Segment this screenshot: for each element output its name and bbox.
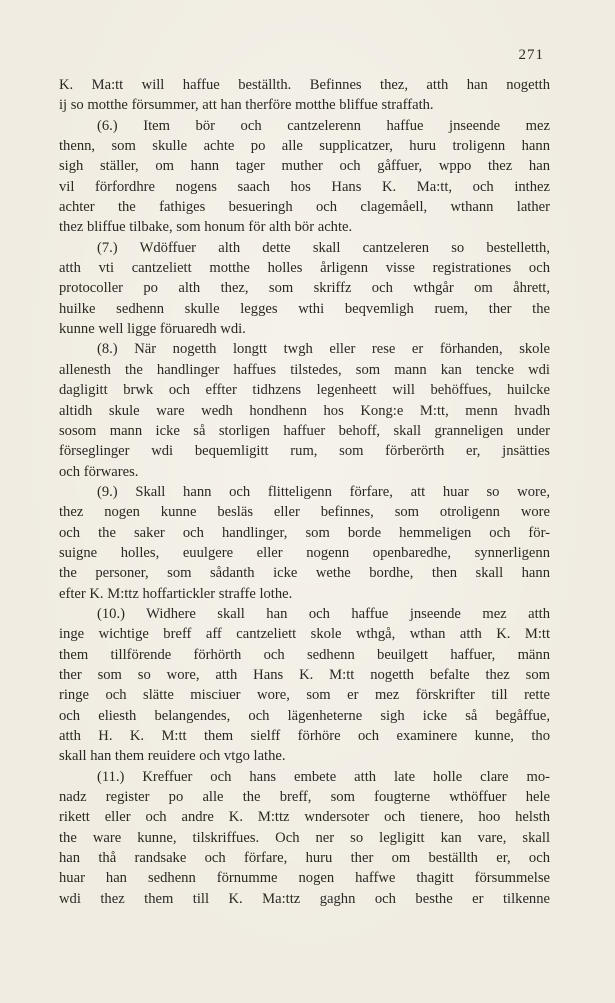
- text-line: (9.) Skall hann och flitteligenn förfare, att huar so wore,: [97, 483, 550, 500]
- text-line: och eliesth belangendes, och lägenheterne sigh icke så begåffue,: [59, 707, 550, 724]
- text-line: atth H. K. M:tt them sielff förhöre och examinere kunne, tho: [59, 728, 550, 744]
- text-line: och the saker och handlinger, som borde hemmeligen och för-: [59, 524, 550, 541]
- page-number: 271: [518, 47, 544, 63]
- text-line: protocoller po alth thez, som skriffz och wthgår om åhrett,: [59, 280, 550, 297]
- body-text: [59, 75, 550, 909]
- bleed-through-stain: [262, 962, 350, 978]
- text-line: ther som so wore, atth Hans K. M:tt nogetth befalte thez som: [59, 666, 550, 683]
- text-line: wdi thez them till K. Ma:ttz gaghn och besthe er tilkenne: [59, 890, 550, 907]
- text-line: the ware kunne, tilskriffues. Och ner so legligitt kan vare, skall: [59, 829, 550, 846]
- text-line: sosom mann icke så storligen haffuer behoff, skall granneligen under: [59, 422, 550, 439]
- text-line: huilke sedhenn skulle legges wthi beqvemligh ruem, ther the: [59, 300, 550, 317]
- text-line: them tillförende förhörth och sedhenn beuilgett haffuer, männ: [59, 646, 550, 663]
- text-line: suigne holles, euulgere eller nogenn openbaredhe, synnerligenn: [59, 544, 550, 561]
- text-line: atth vti cantzeliett motthe holles årligenn visse registrationes och: [59, 260, 550, 277]
- text-line: skall han them reuidere och vtgo lathe.: [59, 748, 286, 765]
- text-line: han thå randsake och förfare, huru ther om beställth er, och: [59, 850, 550, 867]
- text-line: nadz register po alle the breff, som fougterne wthöffuer hele: [59, 789, 550, 806]
- text-line: ringe och slätte misciuer wore, som er mez förskrifter till rette: [59, 687, 550, 704]
- text-line: (7.) Wdöffuer alth dette skall cantzeleren so bestelletth,: [97, 239, 550, 256]
- text-line: (6.) Item bör och cantzelerenn haffue jnseende mez: [97, 117, 550, 134]
- text-line: thez bliffue tilbake, som honum för alth bör achte.: [59, 219, 353, 236]
- text-line: achter the fathiges besueringh och clagemåell, wthann lather: [59, 199, 550, 216]
- text-line: kunne well ligge föruaredh wdi.: [59, 321, 246, 338]
- text-line: vil förfordhre nogens saach hos Hans K. Ma:tt, och inthez: [59, 178, 550, 195]
- text-line: efter K. M:ttz hoffartickler straffe lothe.: [59, 585, 293, 602]
- text-line: (10.) Widhere skall han och haffue jnseende mez atth: [97, 605, 550, 622]
- text-line: altidh skule ware wedh hondhenn hos Kong:e M:tt, menn hvadh: [59, 402, 550, 419]
- text-line: (11.) Kreffuer och hans embete atth late holle clare mo-: [97, 768, 550, 785]
- text-line: allenesth the handlinger haffues tilstedes, som mann kan tencke wdi: [59, 361, 550, 378]
- text-line: förseglinger wdi bequemligitt rum, som förberörth er, jnsätties: [59, 443, 550, 460]
- text-line: huar han sedhenn förnumme nogen haffwe thagitt försummelse: [59, 870, 550, 887]
- text-line: K. Ma:tt will haffue beställth. Befinnes thez, atth han nogetth: [59, 77, 550, 93]
- text-line: thenn, som skulle achte po alle supplicatzer, huru troligenn hann: [59, 138, 550, 155]
- text-line: sigh ställer, om hann tager muther och gåffuer, wppo thez han: [59, 158, 550, 175]
- text-line: ij so motthe försummer, att han therföre motthe bliffue straffath.: [59, 97, 434, 114]
- text-line: rikett eller och andre K. M:ttz wndersoter och tienere, hoo helsth: [59, 809, 550, 826]
- text-line: dagligitt brwk och effter tidhzens legenheett will behöffues, huilcke: [59, 382, 550, 399]
- text-line: inge wichtige breff aff cantzeliett skole wthgå, wthan atth K. M:tt: [59, 626, 550, 643]
- text-line: thez nogen kunne besläs eller befinnes, som otroligenn wore: [59, 504, 550, 521]
- text-line: (8.) När nogetth longtt twgh eller rese er förhanden, skole: [97, 341, 550, 358]
- text-line: the personer, som sådanth icke wethe bordhe, then skall hann: [59, 565, 550, 582]
- text-line: och förwares.: [59, 463, 139, 480]
